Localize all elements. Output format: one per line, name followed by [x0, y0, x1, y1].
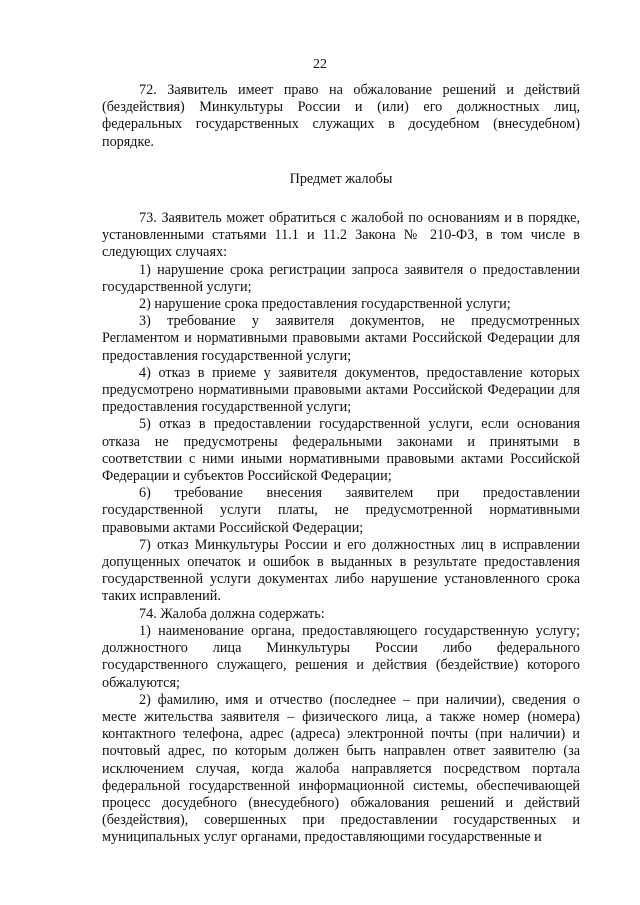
list-item-73-6: 6) требование внесения заявителем при предоставлении государственной услуги платы, не предусмотренной нормативными правовыми актами Российской Федерации;: [102, 485, 580, 536]
paragraph-73: 73. Заявитель может обратиться с жалобой по основаниям и в порядке, установленными статьями 11.1 и 11.2 Закона № 210-ФЗ, в том числе в следующих случаях:: [102, 210, 580, 261]
paragraph-74: 74. Жалоба должна содержать:: [139, 605, 325, 622]
list-item-73-5: 5) отказ в предоставлении государственной услуги, если основания отказа не предусмотрены федеральными законами и принятыми в соответствии с ними иными нормативными правовыми актами Российской Федерации и субъектов Российской Федерации;: [102, 416, 580, 485]
list-item-74-2: 2) фамилию, имя и отчество (последнее – при наличии), сведения о месте жительства заявителя – физического лица, а также номер (номера) контактного телефона, адрес (адреса) электронной почты (при наличии) и почтовый адрес, по которым должен быть направлен ответ заявителю (за исключением случая, когда жалоба направляется посредством портала федеральной государственной информационной системы, обеспечивающей процесс досудебного (внесудебного) обжалования решений и действий (бездействия), совершенных при предоставлении государственных и муниципальных услуг органами, предоставляющими государственные и: [102, 691, 580, 846]
list-item-73-1: 1) нарушение срока регистрации запроса заявителя о предоставлении государственной услуги;: [102, 261, 580, 295]
list-item-73-4: 4) отказ в приеме у заявителя документов, предоставление которых предусмотрено нормативными правовыми актами Российской Федерации для предоставления государственной услуги;: [102, 364, 580, 416]
page-number: 22: [313, 57, 327, 72]
list-item-73-7: 7) отказ Минкультуры России и его должностных лиц в исправлении допущенных опечаток и ошибок в выданных в результате предоставления государственной услуги документах либо нарушение установленного срока таких исправлений.: [102, 536, 580, 605]
document-body: [102, 82, 580, 847]
list-item-73-3: 3) требование у заявителя документов, не предусмотренных Регламентом и нормативными правовыми актами Российской Федерации для предоставления государственной услуги;: [102, 313, 580, 364]
paragraph-72: 72. Заявитель имеет право на обжалование решений и действий (бездействия) Минкультуры России и (или) его должностных лиц, федеральных государственных служащих в досудебном (внесудебном) порядке.: [102, 82, 580, 150]
list-item-74-1: 1) наименование органа, предоставляющего государственную услугу; должностного лица Минкультуры России либо федерального государственного служащего, решения и действия (бездействие) которого обжалуются;: [102, 622, 580, 691]
section-heading: Предмет жалобы: [289, 170, 393, 187]
list-item-73-2: 2) нарушение срока предоставления государственной услуги;: [139, 296, 511, 313]
